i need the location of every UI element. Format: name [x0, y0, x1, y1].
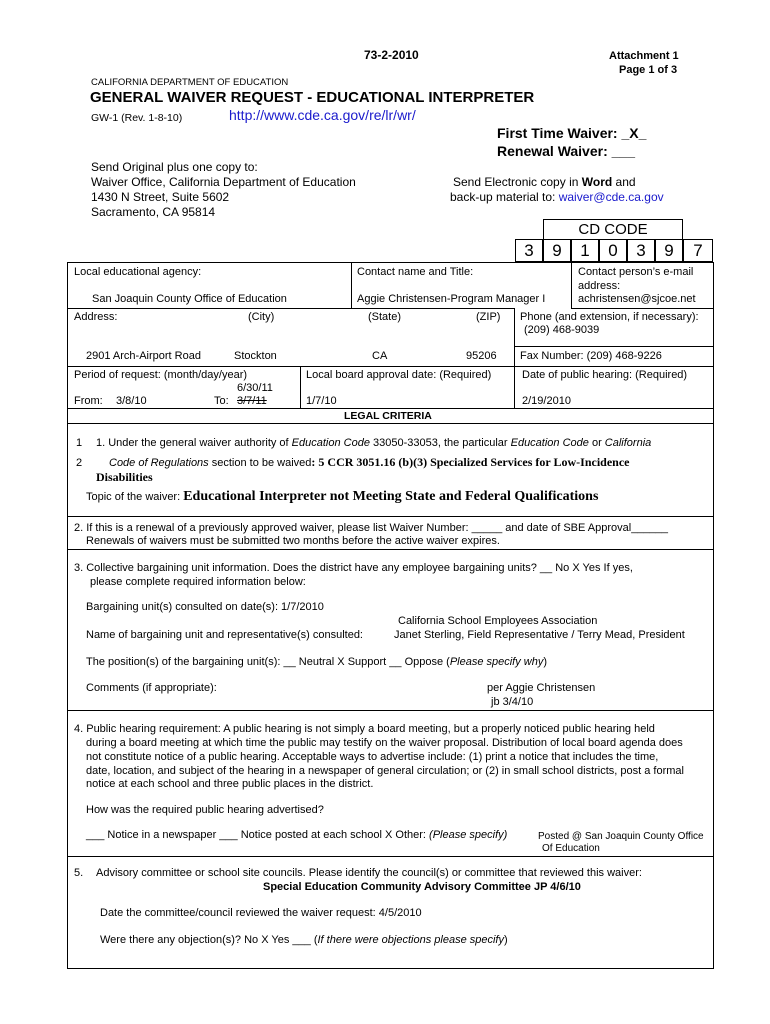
- cd-code-digit: 3: [515, 239, 543, 262]
- approval-value: 1/7/10: [306, 395, 337, 407]
- email-value: achristensen@sjcoe.net: [578, 293, 696, 305]
- form-id: GW-1 (Rev. 1-8-10): [91, 112, 183, 124]
- hearing-line-4: date, location, and subject of the hearing in a newspaper of general circulation; or (2) in small school districts, post a formal: [86, 765, 684, 777]
- state-value: CA: [372, 350, 388, 362]
- lea-label: Local educational agency:: [74, 266, 202, 278]
- hearing-other-value: Posted @ San Joaquin County Office: [538, 831, 704, 842]
- waiver-email-link[interactable]: waiver@cde.ca.gov: [558, 190, 664, 204]
- waiver-office-address: Waiver Office, California Department of Education: [91, 175, 356, 189]
- period-label: Period of request: (month/day/year): [74, 369, 248, 381]
- hearing-line-1: 4. Public hearing requirement: A public hearing is not simply a board meeting, but a properly noticed public hearing held: [74, 723, 655, 735]
- bargaining-line-2: please complete required information below:: [90, 576, 306, 588]
- cd-code-label: CD CODE: [578, 221, 648, 238]
- hearing-question: How was the required public hearing advertised?: [86, 804, 324, 816]
- attachment-label: Attachment 1: [609, 50, 679, 62]
- comments-initials: jb 3/4/10: [491, 696, 534, 708]
- bargaining-position: The position(s) of the bargaining unit(s): __ Neutral X Support __ Oppose (Please specify why): [86, 656, 548, 668]
- renewal-line-2: Renewals of waivers must be submitted two months before the active waiver expires.: [86, 535, 500, 547]
- advisory-number: 5.: [74, 867, 84, 879]
- department-name: CALIFORNIA DEPARTMENT OF EDUCATION: [91, 77, 289, 88]
- legal-number-1: 1: [76, 437, 83, 449]
- city-address: Sacramento, CA 95814: [91, 205, 216, 219]
- cd-code-digit: 7: [683, 239, 713, 262]
- legal-line-1: 1. Under the general waiver authority of Education Code 33050-33053, the particular Education Code or California: [96, 437, 652, 449]
- bargaining-unit-name: California School Employees Association: [398, 615, 598, 627]
- contact-label: Contact name and Title:: [357, 266, 474, 278]
- cd-code-digit: 3: [627, 239, 655, 262]
- hearing-date-value: 2/19/2010: [522, 395, 571, 407]
- hearing-other-value-cont: Of Education: [542, 843, 600, 854]
- backup-material-note: back-up material to: waiver@cde.ca.gov: [450, 190, 664, 204]
- hearing-line-5: notice at each school and three public places in the district.: [86, 778, 374, 790]
- street-address: 1430 N Street, Suite 5602: [91, 190, 230, 204]
- hearing-date-label: Date of public hearing: (Required): [522, 369, 688, 381]
- renewal-waiver: Renewal Waiver: ___: [497, 143, 635, 159]
- document-number: 73-2-2010: [364, 48, 419, 62]
- waiver-url-link[interactable]: http://www.cde.ca.gov/re/lr/wr/: [229, 107, 416, 123]
- advisory-review-date: Date the committee/council reviewed the waiver request: 4/5/2010: [100, 907, 422, 919]
- hearing-line-2: during a board meeting at which time the public may testify on the waiver proposal. Distribution of local board agenda does: [86, 737, 683, 749]
- bargaining-line-1: 3. Collective bargaining unit information. Does the district have any employee bargaining units? __ No X Yes If yes,: [74, 562, 633, 574]
- advisory-line-1: Advisory committee or school site councils. Please identify the council(s) or committee that reviewed this waiver:: [96, 867, 642, 879]
- hearing-options: ___ Notice in a newspaper ___ Notice posted at each school X Other: (Please specify): [86, 829, 508, 841]
- cd-code-digit: 9: [543, 239, 571, 262]
- advisory-committee: Special Education Community Advisory Committee JP 4/6/10: [263, 881, 581, 893]
- period-to-label: To:: [214, 395, 229, 407]
- email-label: Contact person’s e-mail: [578, 266, 694, 278]
- advisory-objections: Were there any objection(s)? No X Yes ___ (If there were objections please specify): [100, 934, 508, 946]
- lea-value: San Joaquin County Office of Education: [92, 293, 287, 305]
- page-indicator: Page 1 of 3: [619, 64, 678, 76]
- legal-criteria-heading: LEGAL CRITERIA: [344, 410, 432, 422]
- cd-code-digit: 0: [599, 239, 627, 262]
- legal-line-3: Disabilities: [96, 470, 153, 484]
- first-time-waiver: First Time Waiver: _X_: [497, 125, 647, 141]
- contact-value: Aggie Christensen-Program Manager I: [357, 293, 546, 305]
- city-label: (City): [248, 311, 275, 323]
- cd-code-digit: 1: [571, 239, 599, 262]
- bargaining-rep-label: Name of bargaining unit and representative(s) consulted:: [86, 629, 363, 641]
- cd-code-digit: 9: [655, 239, 683, 262]
- period-from-value: 3/8/10: [116, 395, 147, 407]
- phone-value: (209) 468-9039: [524, 324, 600, 336]
- hearing-line-3: not constitute notice of a public hearing. Acceptable ways to advertise include: (1) print a notice that includes the time,: [86, 751, 659, 763]
- legal-number-2: 2: [76, 457, 83, 469]
- bargaining-rep-value: Janet Sterling, Field Representative / Terry Mead, President: [394, 629, 685, 641]
- page-title: GENERAL WAIVER REQUEST - EDUCATIONAL INTERPRETER: [90, 89, 535, 106]
- email-label-cont: address:: [578, 280, 621, 292]
- period-to-struck: 3/7/11: [237, 395, 267, 407]
- period-to-revised: 6/30/11: [237, 382, 273, 394]
- cd-code-header: [543, 219, 683, 240]
- bargaining-consulted-date: Bargaining unit(s) consulted on date(s): 1/7/2010: [86, 601, 324, 613]
- city-value: Stockton: [234, 350, 277, 362]
- approval-label: Local board approval date: (Required): [306, 369, 492, 381]
- state-label: (State): [368, 311, 402, 323]
- send-original-label: Send Original plus one copy to:: [91, 160, 258, 174]
- comments-label: Comments (if appropriate):: [86, 682, 217, 694]
- fax-number: Fax Number: (209) 468-9226: [520, 350, 662, 362]
- zip-label: (ZIP): [476, 311, 501, 323]
- renewal-line-1: 2. If this is a renewal of a previously approved waiver, please list Waiver Number: _____ and date of SBE Approval______: [74, 522, 668, 534]
- comments-value: per Aggie Christensen: [487, 682, 596, 694]
- electronic-copy-note: Send Electronic copy in Word and: [453, 175, 636, 189]
- period-from-label: From:: [74, 395, 103, 407]
- phone-label: Phone (and extension, if necessary):: [520, 311, 699, 323]
- zip-value: 95206: [466, 350, 497, 362]
- street-value: 2901 Arch-Airport Road: [86, 350, 201, 362]
- waiver-topic: Topic of the waiver: Educational Interpreter not Meeting State and Federal Qualifications: [86, 489, 599, 504]
- legal-line-2: Code of Regulations section to be waived: 5 CCR 3051.16 (b)(3) Specialized Services for Low-Incidence: [109, 455, 630, 469]
- address-label: Address:: [74, 311, 118, 323]
